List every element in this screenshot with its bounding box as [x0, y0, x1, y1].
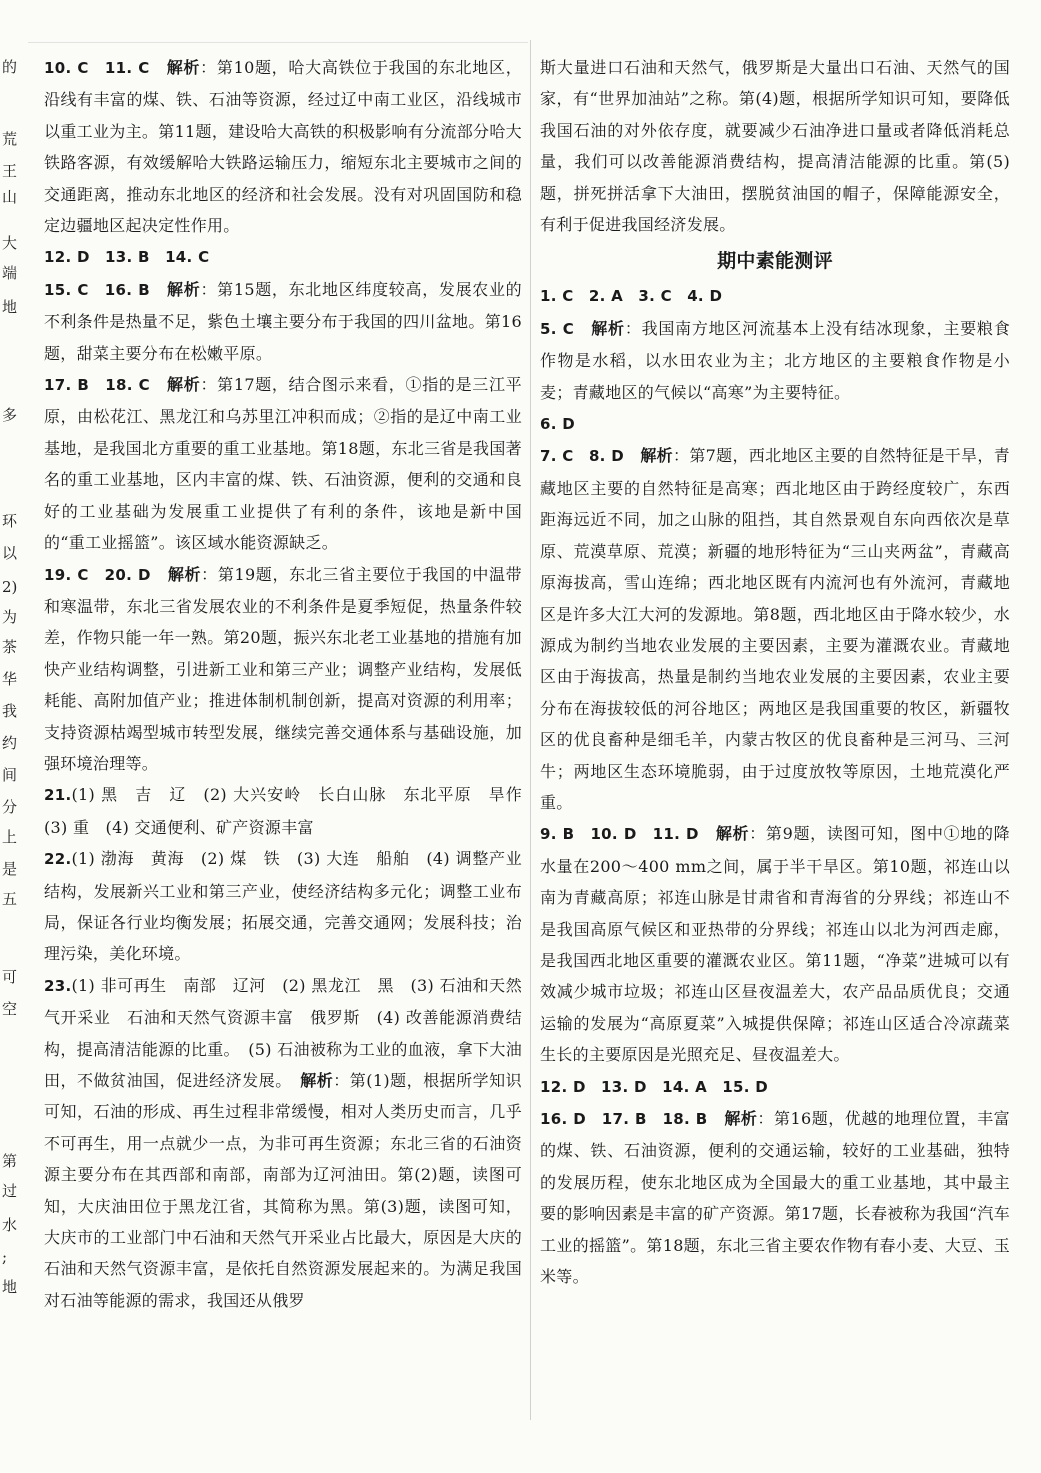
- margin-char: 第: [2, 1152, 18, 1170]
- margin-char: 华: [2, 670, 18, 688]
- analysis-text: ：第10题，哈大高铁位于我国的东北地区，沿线有丰富的煤、铁、石油等资源，经过辽中南工业区，沿线城市以重工业为主。第11题，建设哈大高铁的积极影响有分流部分哈大铁路客源，有效缓解哈大铁路运输压力，缩短东北主要城市之间的交通距离，推动东北地区的经济和社会发展。没有对巩固国防和稳定边疆地区起决定性作用。: [44, 58, 522, 236]
- column-divider: [530, 40, 531, 1420]
- left-column: [44, 52, 539, 1316]
- question-numbers: 21.: [44, 786, 72, 805]
- margin-char: 水: [2, 1216, 18, 1234]
- margin-char: 间: [2, 766, 18, 784]
- question-numbers: 15. C 16. B: [44, 280, 150, 299]
- question-numbers: 10. C 11. C: [44, 59, 150, 77]
- top-rule: [28, 42, 528, 43]
- answer-block: [540, 818, 1010, 1070]
- answer-block: [540, 280, 1010, 312]
- analysis-label: 解析: [166, 58, 201, 77]
- analysis-label: 解析: [300, 1071, 334, 1090]
- analysis-label: 解析: [591, 318, 625, 338]
- margin-char: 我: [2, 702, 18, 720]
- answer-block: [44, 274, 522, 369]
- answer-block: [44, 779, 539, 843]
- analysis-text: ：第17题，结合图示来看，①指的是三江平原，由松花江、黑龙江和乌苏里江冲积而成；②指的是辽中南工业基地，是我国北方重要的重工业基地。第18题，东北三省是我国著名的重工业基地，区内丰富的煤、铁、石油资源，便利的交通和良好的工业基础为发展重工业提供了有利的条件，该地是新中国的“重工业摇篮”。该区域水能资源缺乏。: [44, 375, 522, 553]
- margin-char: 地: [2, 298, 18, 316]
- question-numbers: 17. B 18. C: [44, 376, 150, 395]
- margin-char: 大: [2, 234, 18, 252]
- margin-char: 空: [2, 1000, 18, 1018]
- answer-block: [540, 313, 1010, 408]
- analysis-text: ：第9题，读图可知，图中①地的降水量在200～400 mm之间，属于半干旱区。第10题，祁连山以南为青藏高原；祁连山脉是甘肃省和青海省的分界线；祁连山不是我国高原气候区和亚热带的分界线；祁连山以北为河西走廊，是我国西北地区重要的灌溉农业区。第11题，“净菜”进城可以有效减少城市垃圾；祁连山区昼夜温差大，农产品品质优良；交通运输的发展为“高原夏菜”入城提供保障；祁连山区适合冷凉蔬菜生长的主要原因是光照充足、昼夜温差大。: [540, 824, 1010, 1065]
- answer-block: [44, 843, 522, 970]
- question-numbers: 23.: [44, 976, 72, 995]
- answer-block: [540, 408, 1010, 440]
- question-numbers: 22.: [44, 850, 72, 869]
- margin-char: 上: [2, 828, 18, 846]
- margin-char: 端: [2, 264, 18, 282]
- analysis-text: ：我国南方地区河流基本上没有结冰现象，主要粮食作物是水稻，以水田农业为主；北方地区的主要粮食作物是小麦；青藏地区的气候以“高寒”为主要特征。: [540, 318, 1010, 402]
- analysis-text: ：第15题，东北地区纬度较高，发展农业的不利条件是热量不足，紫色土壤主要分布于我国的四川盆地。第16题，甜菜主要分布在松嫩平原。: [44, 279, 522, 363]
- margin-char: 的: [2, 58, 18, 76]
- margin-char: 地: [2, 1278, 18, 1296]
- margin-char: 可: [2, 968, 18, 986]
- question-numbers: 12. D 13. D 14. A 15. D: [540, 1077, 769, 1096]
- margin-char: 过: [2, 1182, 18, 1200]
- margin-char: ;: [2, 1248, 8, 1266]
- margin-char: 荒: [2, 130, 18, 148]
- question-numbers: 9. B 10. D 11. D: [540, 825, 699, 844]
- answer-block: [44, 52, 522, 241]
- margin-char: 2): [2, 578, 18, 596]
- left-margin-fragments: [0, 40, 22, 1420]
- answer-block: [44, 970, 522, 1316]
- answer-block: [44, 369, 522, 558]
- question-numbers: 19. C 20. D: [44, 565, 151, 584]
- margin-char: 以: [2, 544, 18, 562]
- analysis-label: 解析: [167, 564, 202, 584]
- analysis-label: 解析: [167, 279, 201, 299]
- analysis-label: 解析: [724, 1109, 758, 1128]
- question-numbers: 5. C: [540, 319, 575, 338]
- margin-char: 王: [2, 162, 18, 180]
- answer-text: (1) 非可再生 南部 辽河 (2) 黑龙江 黑 (3) 石油和天然气开采业 石油和天然气资源丰富 俄罗斯 (4) 改善能源消费结构，提高清洁能源的比重。 (5) 石油被称为工业的血液，拿下大油田，不做贫油国，促进经济发展。: [44, 975, 522, 1090]
- analysis-text: ：第(1)题，根据所学知识可知，石油的形成、再生过程非常缓慢，相对人类历史而言，几乎不可再生，用一点就少一点，为非可再生资源；东北三省的石油资源主要分布在其西部和南部，南部为辽河油田。第(2)题，读图可知，大庆油田位于黑龙江省，其简称为黑。第(3)题，读图可知，大庆市的工业部门中石油和天然气开采业占比最大，原因是大庆的石油和天然气资源丰富，是依托自然资源发展起来的。为满足我国对石油等能源的需求，我国还从俄罗: [44, 1071, 522, 1310]
- question-numbers: 12. D 13. B 14. C: [44, 248, 210, 267]
- answer-block: [44, 559, 522, 780]
- answer-text: (1) 黑 吉 辽 (2) 大兴安岭 长白山脉 东北平原 旱作 (3) 重 (4) 交通便利、矿产资源丰富: [44, 785, 539, 837]
- analysis-label: 解析: [640, 446, 673, 466]
- margin-char: 分: [2, 798, 18, 816]
- analysis-text: ：第16题，优越的地理位置，丰富的煤、铁、石油资源，便利的交通运输，较好的工业基础，独特的发展历程，使东北地区成为全国最大的重工业基地，其中最主要的影响因素是丰富的矿产资源。第17题，长春被称为我国“汽车工业的摇篮”。第18题，东北三省主要农作物有春小麦、大豆、玉米等。: [540, 1109, 1010, 1287]
- analysis-text: ：第19题，东北三省主要位于我国的中温带和寒温带，东北三省发展农业的不利条件是夏季短促，热量条件较差，作物只能一年一熟。第20题，振兴东北老工业基地的措施有加快产业结构调整，引进新工业和第三产业；调整产业结构，发展低耗能、高附加值产业；推进体制机制创新，提高对资源的利用率；支持资源枯竭型城市转型发展，继续完善交通体系与基础设施，加强环境治理等。: [44, 564, 522, 773]
- answer-block: [44, 241, 522, 273]
- question-numbers: 16. D 17. B 18. B: [540, 1110, 708, 1128]
- analysis-text: ：第7题，西北地区主要的自然特征是干旱，青藏地区主要的自然特征是高寒；西北地区由于跨经度较广，东西距海远近不同，加之山脉的阻挡，其自然景观自东向西依次是草原、荒漠草原、荒漠；新疆的地形特征为“三山夹两盆”，青藏高原海拔高，雪山连绵；西北地区既有内流河也有外流河，青藏地区是许多大江大河的发源地。第8题，西北地区由于降水较少，水源成为制约当地农业发展的主要因素，主要为灌溉农业。青藏地区由于海拔高，热量是制约当地农业发展的主要因素，农业主要分布在海拔较低的河谷地区；两地区是我国重要的牧区，新疆牧区的优良畜种是细毛羊，内蒙古牧区的优良畜种是三河马、三河牛；两地区生态环境脆弱，由于过度放牧等原因，土地荒漠化严重。: [540, 446, 1010, 812]
- margin-char: 约: [2, 734, 18, 752]
- question-numbers: 1. C 2. A 3. C 4. D: [540, 287, 723, 306]
- answer-block: [540, 1103, 1010, 1292]
- continuation-text: 斯大量进口石油和天然气，俄罗斯是大量出口石油、天然气的国家，有“世界加油站”之称。第(4)题，根据所学知识可知，要降低我国石油的对外依存度，就要减少石油净进口量或者降低消耗总量，我们可以改善能源消费结构，提高清洁能源的比重。第(5)题，拼死拼活拿下大油田，摆脱贫油国的帽子，保障能源安全，有利于促进我国经济发展。: [540, 58, 1010, 235]
- question-numbers: 6. D: [540, 415, 576, 434]
- analysis-label: 解析: [167, 375, 201, 395]
- section-title: 期中素能测评: [717, 250, 833, 273]
- margin-char: 多: [2, 406, 18, 424]
- margin-char: 为: [2, 608, 18, 626]
- margin-char: 环: [2, 512, 18, 530]
- margin-char: 茶: [2, 638, 18, 656]
- margin-char: 山: [2, 188, 18, 206]
- answer-text: (1) 渤海 黄海 (2) 煤 铁 (3) 大连 船舶 (4) 调整产业结构，发展新兴工业和第三产业，使经济结构多元化；调整工业布局，保证各行业均衡发展；拓展交通，完善交通网；发展科技；治理污染，美化环境。: [44, 849, 522, 964]
- margin-char: 是: [2, 860, 18, 878]
- margin-char: 五: [2, 890, 18, 908]
- question-numbers: 7. C 8. D: [540, 447, 624, 466]
- answer-block: [540, 440, 1010, 818]
- answer-block: [540, 1071, 1010, 1103]
- analysis-label: 解析: [715, 824, 750, 844]
- right-column: [540, 52, 1010, 1292]
